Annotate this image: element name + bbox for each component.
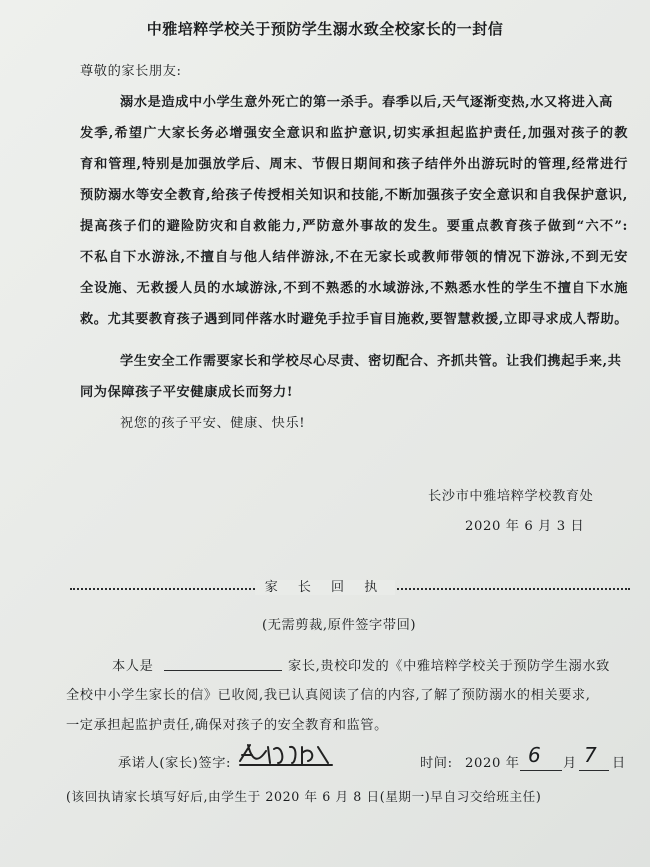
day-label: 日 xyxy=(612,756,626,771)
salutation: 尊敬的家长朋友: xyxy=(80,64,182,79)
body-line: 发季,希望广大家长务必增强安全意识和监护意识,切实承担起监护责任,加强对孩子的教 xyxy=(80,126,628,141)
receipt-title: 家 长 回 执 xyxy=(0,576,650,595)
signer-label: 承诺人(家长)签字: xyxy=(118,756,232,771)
signature-org: 长沙市中雅培粹学校教育处 xyxy=(428,489,594,504)
letter-title: 中雅培粹学校关于预防学生溺水致全校家长的一封信 xyxy=(146,20,504,38)
receipt-footer: (该回执请家长填写好后,由学生于 2020 年 6 月 8 日(星期一)早自习交给班主任) xyxy=(66,789,542,804)
body-line: 全设施、无救援人员的水域游泳,不到不熟悉的水域游泳,不熟悉水性的学生不擅自下水施 xyxy=(80,281,628,296)
body-line: 提高孩子们的避险防灾和自救能力,严防意外事故的发生。要重点教育孩子做到“六不”: xyxy=(80,219,628,234)
month-handwritten: 6 xyxy=(528,743,541,767)
month-label: 月 xyxy=(563,756,577,771)
time-label: 时间: xyxy=(420,756,453,771)
body-line: 学生安全工作需要家长和学校尽心尽责、密切配合、齐抓共管。让我们携起手来,共 xyxy=(120,354,622,369)
closing-wish: 祝您的孩子平安、健康、快乐! xyxy=(120,416,306,431)
body-line: 预防溺水等安全教育,给孩子传授相关知识和技能,不断加强孩子安全意识和自我保护意识, xyxy=(80,188,628,203)
signature-date: 2020 年 6 月 3 日 xyxy=(465,519,585,534)
receipt-line3: 一定承担起监护责任,确保对孩子的安全教育和监管。 xyxy=(66,718,388,733)
day-handwritten: 7 xyxy=(584,743,597,767)
month-blank[interactable] xyxy=(520,770,562,771)
body-line: 不私自下水游泳,不擅自与他人结伴游泳,不在无家长或教师带领的情况下游泳,不到无安 xyxy=(80,250,628,265)
body-line: 育和管理,特别是加强放学后、周末、节假日期间和孩子结伴外出游玩时的管理,经常进行 xyxy=(80,157,628,172)
receipt-line2: 全校中小学生家长的信》已收阅,我已认真阅读了信的内容,了解了预防溺水的相关要求, xyxy=(66,688,591,703)
year-text: 2020 年 xyxy=(465,756,520,771)
receipt-line1-prefix: 本人是 xyxy=(112,659,154,674)
parent-signature xyxy=(236,741,336,769)
body-line: 救。尤其要教育孩子遇到同伴落水时避免手拉手盲目施救,要智慧救援,立即寻求成人帮助。 xyxy=(80,312,629,327)
day-blank[interactable] xyxy=(579,770,609,771)
receipt-note: (无需剪裁,原件签字带回) xyxy=(262,618,417,633)
student-name-blank[interactable] xyxy=(164,670,282,671)
receipt-line1-suffix: 家长,贵校印发的《中雅培粹学校关于预防学生溺水致 xyxy=(288,659,610,674)
body-line: 同为保障孩子平安健康成长而努力! xyxy=(80,385,294,400)
body-line: 溺水是造成中小学生意外死亡的第一杀手。春季以后,天气逐渐变热,水又将进入高 xyxy=(120,95,613,110)
